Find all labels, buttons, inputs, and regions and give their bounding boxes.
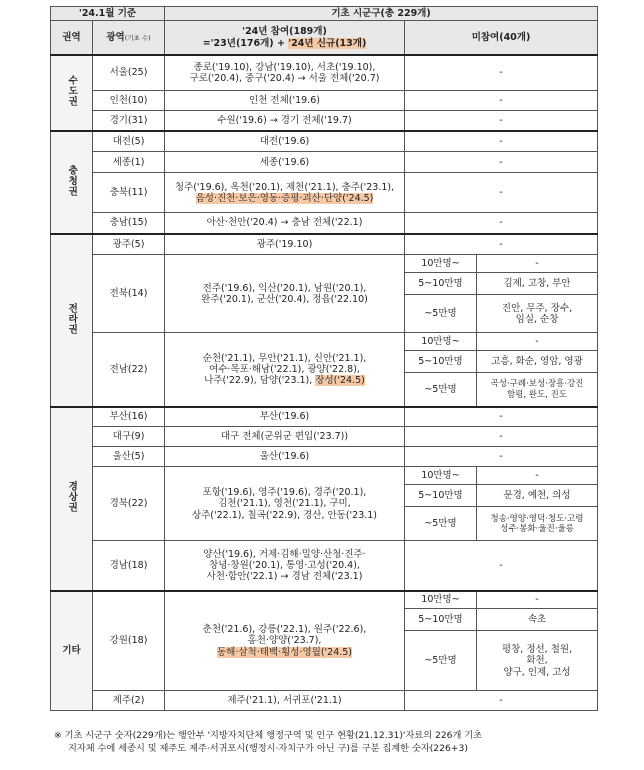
- gyeongbuk-tier-size: 5~10만명: [405, 485, 477, 507]
- province-gyeonggi: 경기(31): [93, 111, 165, 131]
- col-region-header: 권역: [51, 21, 93, 55]
- province-gyeongnam: 경남(18): [93, 541, 165, 591]
- jeonnam-tier-size: 10만명~: [405, 333, 477, 351]
- daejeon-participation: 대전('19.6): [165, 131, 405, 152]
- gangwon-tier-val: 속초: [477, 609, 598, 631]
- province-ulsan: 울산(5): [93, 447, 165, 467]
- province-chungbuk: 충북(11): [93, 173, 165, 213]
- gangwon-tier-size: ~5만명: [405, 631, 477, 691]
- gangwon-tier-val: -: [477, 591, 598, 609]
- province-chungnam: 충남(15): [93, 213, 165, 234]
- chungnam-nonpart: -: [405, 213, 598, 234]
- incheon-participation: 인천 전체('19.6): [165, 91, 405, 111]
- participation-table: [50, 6, 598, 711]
- province-gwangju: 광주(5): [93, 234, 165, 255]
- jeonnam-tier-size: 5~10만명: [405, 351, 477, 373]
- seoul-nonpart: -: [405, 55, 598, 91]
- region-jeolla: 전라권: [51, 234, 93, 407]
- region-other: 기타: [51, 591, 93, 711]
- footnote: [54, 729, 599, 756]
- region-capital: 수도권: [51, 55, 93, 131]
- province-daegu: 대구(9): [93, 427, 165, 447]
- province-jeonnam: 전남(22): [93, 333, 165, 407]
- participate-line1: '24년 참여(189개): [242, 26, 327, 38]
- gyeongbuk-tier-val: 문경, 예천, 의성: [477, 485, 598, 507]
- col-nonpart-header: 미참여(40개): [405, 21, 598, 55]
- gyeongbuk-tier-size: ~5만명: [405, 507, 477, 541]
- gangwon-tier-size: 10만명~: [405, 591, 477, 609]
- gwangju-nonpart: -: [405, 234, 598, 255]
- region-chungcheong: 충청권: [51, 131, 93, 234]
- incheon-nonpart: -: [405, 91, 598, 111]
- gyeongnam-nonpart: -: [405, 541, 598, 591]
- base-title-header: 기초 시군구(총 229개): [165, 7, 598, 21]
- participate-new: '24년 신규(13개): [288, 37, 367, 49]
- date-header: '24.1월 기준: [51, 7, 165, 21]
- jeonbuk-tier-size: ~5만명: [405, 295, 477, 333]
- jeonbuk-participation: 전주('19.6), 익산('20.1), 남원('20.1), 완주('20.1), 군산('20.4), 정읍('22.10): [165, 255, 405, 333]
- gangwon-participation: 춘천('21.6), 강릉('22.1), 원주('22.6), 홍천·양양('23.7), 동해·삼척·태백·횡성·영월('24.5): [165, 591, 405, 691]
- chungnam-participation: 아산·천안('20.4) → 충남 전체('22.1): [165, 213, 405, 234]
- ulsan-participation: 울산('19.6): [165, 447, 405, 467]
- gyeongbuk-participation: 포항('19.6), 영주('19.6), 경주('20.1), 김천('21.1), 영천('21.1), 구미, 상주('22.1), 칠곡('22.9), 경산, 안동('23.1): [165, 467, 405, 541]
- gangwon-tier-size: 5~10만명: [405, 609, 477, 631]
- gyeongbuk-tier-val: 청송·영양·영덕·청도·고령 성주·봉화·울진·울릉: [477, 507, 598, 541]
- gyeongnam-participation: 양산('19.6), 거제·김해·밀양·산청·진주· 창녕·창원('20.1), 통영·고성('20.4), 사천·함안('22.1) → 경남 전체('23.1): [165, 541, 405, 591]
- region-gyeongsang: 경상권: [51, 407, 93, 591]
- province-daejeon: 대전(5): [93, 131, 165, 152]
- jeonnam-participation: 순천('21.1), 무안('21.1), 신안('21.1), 여수·목포·해남('22.1), 광양('22.8), 나주('22.9), 담양('23.1), 장성('24.5): [165, 333, 405, 407]
- province-incheon: 인천(10): [93, 91, 165, 111]
- col-participate-header: [165, 21, 405, 55]
- gyeongbuk-tier-val: -: [477, 467, 598, 485]
- province-busan: 부산(16): [93, 407, 165, 427]
- jeju-nonpart: -: [405, 691, 598, 711]
- sejong-participation: 세종('19.6): [165, 152, 405, 173]
- jeonbuk-tier-size: 10만명~: [405, 255, 477, 273]
- jeonnam-tier-val: 곡성·구례·보성·장흥·강진 함평, 완도, 진도: [477, 373, 598, 407]
- province-gyeongbuk: 경북(22): [93, 467, 165, 541]
- jeonbuk-tier-val: -: [477, 255, 598, 273]
- jeonnam-tier-size: ~5만명: [405, 373, 477, 407]
- busan-nonpart: -: [405, 407, 598, 427]
- jeonbuk-tier-val: 김제, 고창, 부안: [477, 273, 598, 295]
- chungbuk-nonpart: -: [405, 173, 598, 213]
- sejong-nonpart: -: [405, 152, 598, 173]
- participate-prev: ='23년(176개): [202, 37, 274, 49]
- busan-participation: 부산('19.6): [165, 407, 405, 427]
- jeju-participation: 제주('21.1), 서귀포('21.1): [165, 691, 405, 711]
- daejeon-nonpart: -: [405, 131, 598, 152]
- status-table-wrapper: [50, 6, 597, 711]
- footnote-line2: 지자체 수에 세종시 및 제주도 제주·서귀포시(행정시·자치구가 아닌 구)를 구분 집계한 숫자(226+3): [68, 743, 468, 755]
- col-province-header: [93, 21, 165, 55]
- gyeonggi-participation: 수원('19.6) → 경기 전체('19.7): [165, 111, 405, 131]
- col-province-sub: (기초 수): [124, 33, 151, 42]
- participate-plus: +: [273, 37, 289, 49]
- gwangju-participation: 광주('19.10): [165, 234, 405, 255]
- ulsan-nonpart: -: [405, 447, 598, 467]
- footnote-line1: ※ 기초 시군구 숫자(229개)는 행안부 '지방자치단체 행정구역 및 인구 현황(21.12.31)'자료의 226개 기초: [54, 730, 483, 741]
- gyeongbuk-tier-size: 10만명~: [405, 467, 477, 485]
- jeonnam-tier-val: 고흥, 화순, 영암, 영광: [477, 351, 598, 373]
- province-jeonbuk: 전북(14): [93, 255, 165, 333]
- daegu-participation: 대구 전체(군위군 편입('23.7)): [165, 427, 405, 447]
- seoul-participation: 종로('19.10), 강남('19.10), 서초('19.10), 구로('20.4), 중구('20.4) → 서울 전체('20.7): [165, 55, 405, 91]
- gangwon-tier-val: 평창, 정선, 철원, 화천, 양구, 인제, 고성: [477, 631, 598, 691]
- chungbuk-participation: 청주('19.6), 옥천('20.1), 제천('21.1), 충주('23.1), 음성·진천·보은·영동·증평·괴산·단양('24.5): [165, 173, 405, 213]
- daegu-nonpart: -: [405, 427, 598, 447]
- jeonbuk-tier-val: 진안, 무주, 장수, 임실, 순창: [477, 295, 598, 333]
- province-gangwon: 강원(18): [93, 591, 165, 691]
- gyeonggi-nonpart: -: [405, 111, 598, 131]
- jeonbuk-tier-size: 5~10만명: [405, 273, 477, 295]
- province-seoul: 서울(25): [93, 55, 165, 91]
- col-province-label: 광역: [106, 31, 125, 43]
- province-sejong: 세종(1): [93, 152, 165, 173]
- jeonnam-tier-val: -: [477, 333, 598, 351]
- province-jeju: 제주(2): [93, 691, 165, 711]
